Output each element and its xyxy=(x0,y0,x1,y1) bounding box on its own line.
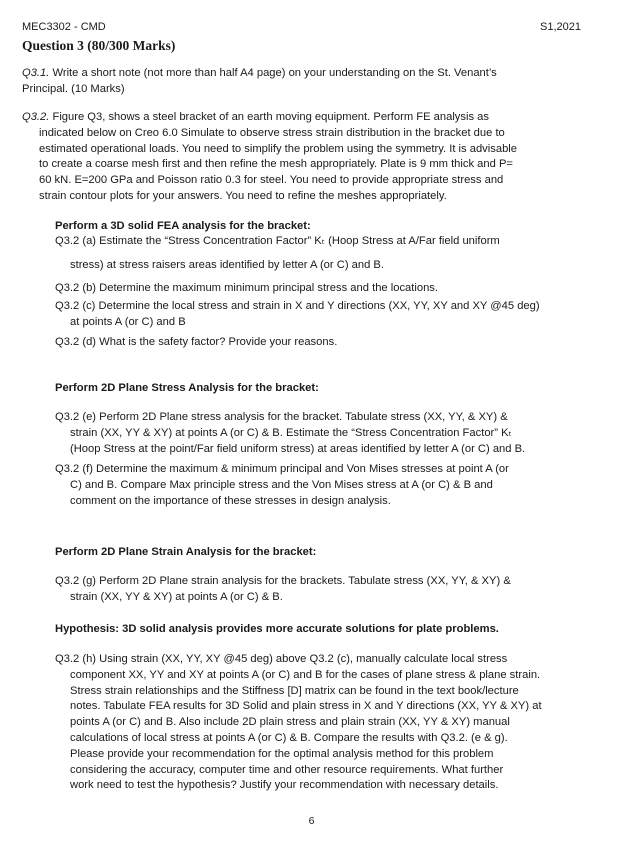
q32e-line2: strain (XX, YY & XY) at points A (or C) & B. Estimate the “Stress Concentration Factor” Kₜ xyxy=(70,426,512,439)
semester-label: S1,2021 xyxy=(540,21,581,33)
q32d-line1: Q3.2 (d) What is the safety factor? Provide your reasons. xyxy=(55,336,338,348)
q31-label: Q3.1. xyxy=(22,67,50,79)
q32b xyxy=(55,281,555,297)
q32e-line3: (Hoop Stress at the point/Far field uniform stress) at areas identified by letter A (or C) and B. xyxy=(70,442,526,455)
q32a-cont xyxy=(55,258,555,274)
q32f xyxy=(55,462,555,509)
heading-3d-solid: Perform a 3D solid FEA analysis for the bracket: xyxy=(55,220,311,232)
q32-paragraph xyxy=(22,110,582,205)
q32f-line1: Q3.2 (f) Determine the maximum & minimum principal and Von Mises stresses at point A (or xyxy=(55,463,509,475)
q32g-line2: strain (XX, YY & XY) at points A (or C) & B. xyxy=(70,590,283,603)
q32-label: Q3.2. xyxy=(22,111,50,123)
q32h-line1: Q3.2 (h) Using strain (XX, YY, XY @45 deg) above Q3.2 (c), manually calculate local stress xyxy=(55,653,508,665)
q32g-line1: Q3.2 (g) Perform 2D Plane strain analysis for the brackets. Tabulate stress (XX, YY, & XY) & xyxy=(55,575,511,587)
q31-paragraph xyxy=(22,66,582,98)
q32a-line1: Q3.2 (a) Estimate the “Stress Concentration Factor” Kₜ (Hoop Stress at A/Far field uniform xyxy=(55,235,500,247)
q32e xyxy=(55,410,555,457)
hypothesis-statement: Hypothesis: 3D solid analysis provides more accurate solutions for plate problems. xyxy=(55,623,499,635)
q32f-line3: comment on the importance of these stresses in design analysis. xyxy=(70,494,391,507)
q32-line4: to create a coarse mesh first and then refine the mesh appropriately. Plate is 9 mm thick and P= xyxy=(39,158,513,171)
heading-2d-plane-strain: Perform 2D Plane Strain Analysis for the bracket: xyxy=(55,546,317,558)
q32-line5: 60 kN. E=200 GPa and Poisson ratio 0.3 for steel. You need to provide appropriate stress and xyxy=(39,174,504,187)
q32h-line6: calculations of local stress at points A (or C) & B. Compare the results with Q3.2. (e & g). xyxy=(70,731,508,744)
q32h-line3: Stress strain relationships and the Stiffness [D] matrix can be found in the text book/lecture xyxy=(70,684,519,697)
q32c-line2: at points A (or C) and B xyxy=(70,315,186,328)
q32b-line1: Q3.2 (b) Determine the maximum minimum principal stress and the locations. xyxy=(55,282,439,294)
q32-line1: Figure Q3, shows a steel bracket of an earth moving equipment. Perform FE analysis as xyxy=(49,111,489,123)
page-number: 6 xyxy=(308,815,315,827)
q32e-line1: Q3.2 (e) Perform 2D Plane stress analysis for the bracket. Tabulate stress (XX, YY, & XY) & xyxy=(55,411,508,423)
q31-line1: Write a short note (not more than half A4 page) on your understanding on the St. Venant’s xyxy=(49,67,497,79)
course-code: MEC3302 - CMD xyxy=(22,21,106,33)
q32h-line7: Please provide your recommendation for the optimal analysis method for this problem xyxy=(70,747,494,760)
heading-2d-plane-stress: Perform 2D Plane Stress Analysis for the bracket: xyxy=(55,382,319,394)
q32-line3: estimated operational loads. You need to simplify the problem using the symmetry. It is advisable xyxy=(39,142,518,155)
question-title: Question 3 (80/300 Marks) xyxy=(22,38,176,53)
q32c xyxy=(55,299,555,331)
q32h-line9: work need to test the hypothesis? Justify your recommendation with necessary details. xyxy=(70,779,499,792)
q32g xyxy=(55,574,555,606)
q32c-line1: Q3.2 (c) Determine the local stress and strain in X and Y directions (XX, YY, XY and XY @45 deg) xyxy=(55,300,540,312)
q32a-line2: stress) at stress raisers areas identified by letter A (or C) and B. xyxy=(70,259,384,271)
q32f-line2: C) and B. Compare Max principle stress and the Von Mises stress at A (or C) & B and xyxy=(70,478,493,491)
q32h-line5: points A (or C) and B. Also include 2D plain stress and plain strain (XX, YY & XY) manual xyxy=(70,716,510,729)
q32h xyxy=(55,652,575,794)
q32d xyxy=(55,335,555,351)
q31-line2: Principal. (10 Marks) xyxy=(22,82,125,95)
q32-line2: indicated below on Creo 6.0 Simulate to observe stress strain distribution in the bracket due to xyxy=(39,126,505,139)
q32h-line8: considering the accuracy, computer time and other resource requirements. What further xyxy=(70,763,504,776)
q32a xyxy=(55,234,555,250)
q32-line6: strain contour plots for your answers. You need to refine the meshes appropriately. xyxy=(39,189,447,202)
q32h-line2: component XX, YY and XY at points A (or C) and B for the cases of plane stress & plane strain. xyxy=(70,668,541,681)
q32h-line4: notes. Tabulate FEA results for 3D Solid and plain stress in X and Y directions (XX, YY & XY) at xyxy=(70,700,542,713)
